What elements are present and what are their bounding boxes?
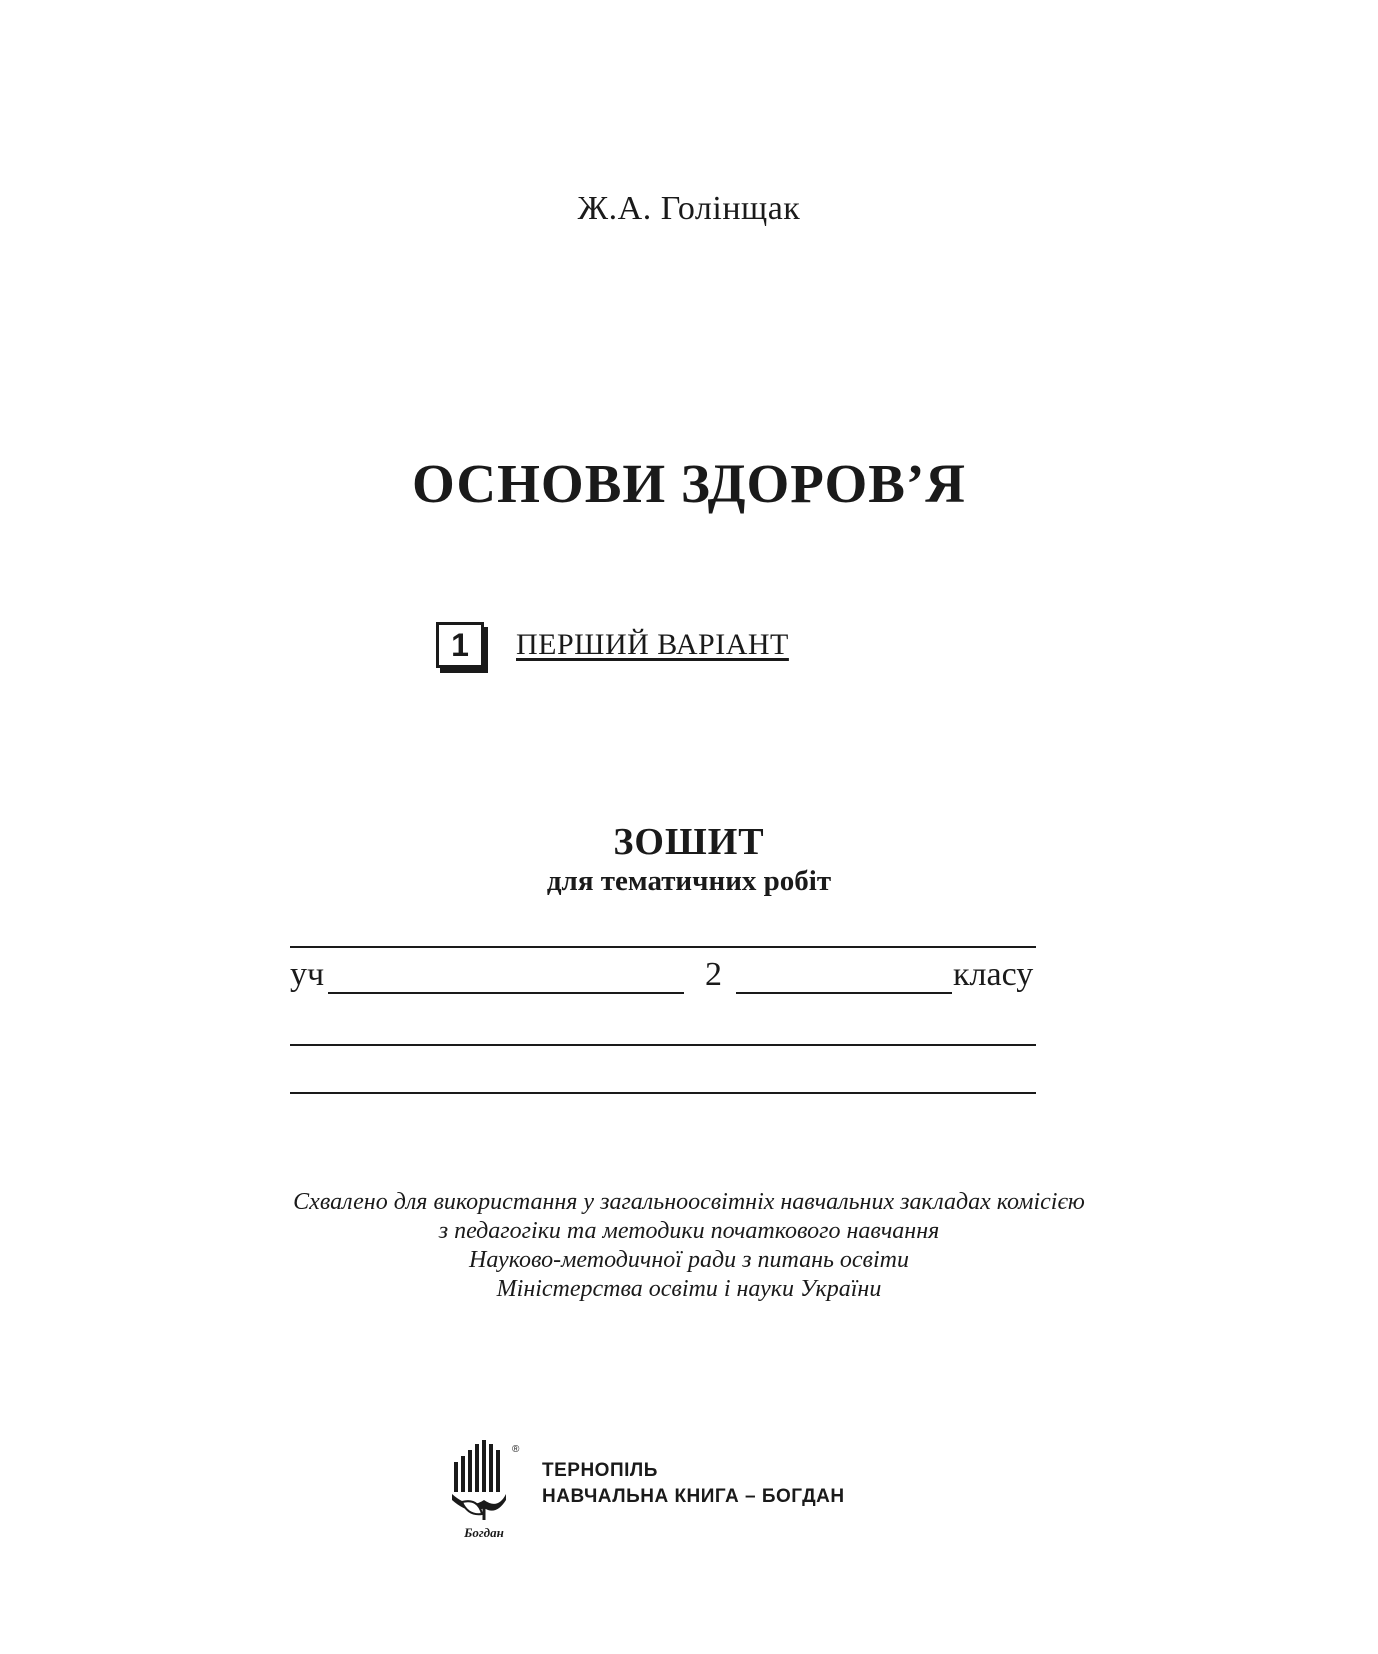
approval-note bbox=[0, 1188, 1378, 1304]
book-tree-logo-icon bbox=[448, 1440, 522, 1540]
publisher-logo bbox=[448, 1440, 522, 1540]
approval-line: Схвалено для використання у загальноосвітніх навчальних закладах комісією bbox=[293, 1189, 1085, 1215]
grade-number: 2 bbox=[705, 956, 722, 993]
variant-row bbox=[436, 622, 936, 678]
student-prefix: уч bbox=[290, 956, 325, 993]
publisher-city: ТЕРНОПІЛЬ bbox=[542, 1460, 658, 1481]
author-name: Ж.А. Голінщак bbox=[577, 190, 801, 227]
registered-mark: ® bbox=[512, 1444, 520, 1455]
variant-label: ПЕРШИЙ ВАРІАНТ bbox=[516, 628, 789, 661]
student-row bbox=[290, 956, 1036, 1000]
student-name-line[interactable] bbox=[328, 992, 684, 994]
class-suffix: класу bbox=[953, 956, 1034, 993]
class-letter-line[interactable] bbox=[736, 992, 952, 994]
fill-line-school-2[interactable] bbox=[290, 1092, 1036, 1094]
publisher-info bbox=[542, 1458, 845, 1510]
notebook-heading: ЗОШИТ bbox=[613, 821, 765, 863]
publisher-name: НАВЧАЛЬНА КНИГА – БОГДАН bbox=[542, 1486, 845, 1507]
notebook-subheading: для тематичних робіт bbox=[546, 865, 832, 897]
variant-number-badge: 1 bbox=[436, 622, 484, 668]
book-title: ОСНОВИ ЗДОРОВ’Я bbox=[411, 453, 967, 514]
approval-line: Науково-методичної ради з питань освіти bbox=[469, 1247, 909, 1273]
approval-line: Міністерства освіти і науки України bbox=[496, 1276, 882, 1302]
approval-line: з педагогіки та методики початкового навчання bbox=[438, 1218, 940, 1244]
fill-line-school-1[interactable] bbox=[290, 1044, 1036, 1046]
logo-wordmark: Богдан bbox=[464, 1525, 504, 1540]
fill-line-top[interactable] bbox=[290, 946, 1036, 948]
